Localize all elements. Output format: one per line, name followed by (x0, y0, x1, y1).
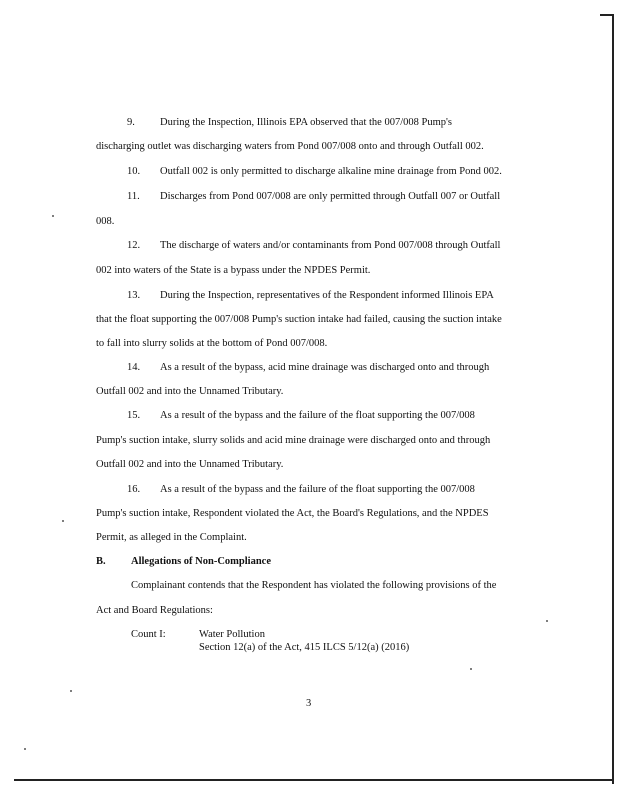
paragraph-line: Discharges from Pond 007/008 are only permitted through Outfall 007 or Outfall (160, 191, 501, 202)
paragraph-number: 11. (127, 191, 140, 202)
paragraph-line: 008. (96, 216, 115, 227)
section-paragraph-line: Act and Board Regulations: (96, 605, 213, 616)
scan-speck (70, 690, 72, 692)
scan-border-right (612, 14, 614, 784)
paragraph-line: Permit, as alleged in the Complaint. (96, 532, 247, 543)
paragraph-line: Outfall 002 and into the Unnamed Tributary. (96, 459, 284, 470)
scan-speck (24, 748, 26, 750)
page-number: 3 (306, 698, 312, 709)
scan-speck (470, 668, 472, 670)
section-heading: Allegations of Non-Compliance (131, 556, 271, 567)
count-label: Count I: (131, 629, 166, 640)
paragraph-line: Outfall 002 is only permitted to discharge alkaline mine drainage from Pond 002. (160, 166, 502, 177)
paragraph-number: 15. (127, 410, 141, 421)
paragraph-line: During the Inspection, representatives of the Respondent informed Illinois EPA (160, 290, 494, 301)
paragraph-line: that the float supporting the 007/008 Pump's suction intake had failed, causing the suction intake (96, 314, 502, 325)
paragraph-number: 9. (127, 117, 135, 128)
paragraph-line: Pump's suction intake, Respondent violated the Act, the Board's Regulations, and the NPDES (96, 508, 489, 519)
paragraph-number: 10. (127, 166, 141, 177)
paragraph-number: 16. (127, 484, 141, 495)
section-paragraph-line: Complainant contends that the Respondent has violated the following provisions of the (131, 580, 497, 591)
scan-border-bottom (14, 779, 614, 781)
paragraph-number: 14. (127, 362, 141, 373)
section-letter: B. (96, 556, 106, 567)
scan-speck (546, 620, 548, 622)
paragraph-line: 002 into waters of the State is a bypass under the NPDES Permit. (96, 265, 371, 276)
paragraph-number: 13. (127, 290, 141, 301)
paragraph-line: During the Inspection, Illinois EPA observed that the 007/008 Pump's (160, 117, 452, 128)
paragraph-line: As a result of the bypass, acid mine drainage was discharged onto and through (160, 362, 490, 373)
paragraph-number: 12. (127, 240, 141, 251)
scan-speck (52, 215, 54, 217)
paragraph-line: The discharge of waters and/or contaminants from Pond 007/008 through Outfall (160, 240, 501, 251)
paragraph-line: to fall into slurry solids at the bottom of Pond 007/008. (96, 338, 328, 349)
count-citation: Section 12(a) of the Act, 415 ILCS 5/12(a) (2016) (199, 642, 410, 653)
paragraph-line: As a result of the bypass and the failure of the float supporting the 007/008 (160, 484, 475, 495)
paragraph-line: discharging outlet was discharging waters from Pond 007/008 onto and through Outfall 002. (96, 141, 484, 152)
scan-speck (62, 520, 64, 522)
count-title: Water Pollution (199, 629, 265, 640)
paragraph-line: Pump's suction intake, slurry solids and acid mine drainage were discharged onto and through (96, 435, 491, 446)
paragraph-line: As a result of the bypass and the failure of the float supporting the 007/008 (160, 410, 475, 421)
paragraph-line: Outfall 002 and into the Unnamed Tributary. (96, 386, 284, 397)
